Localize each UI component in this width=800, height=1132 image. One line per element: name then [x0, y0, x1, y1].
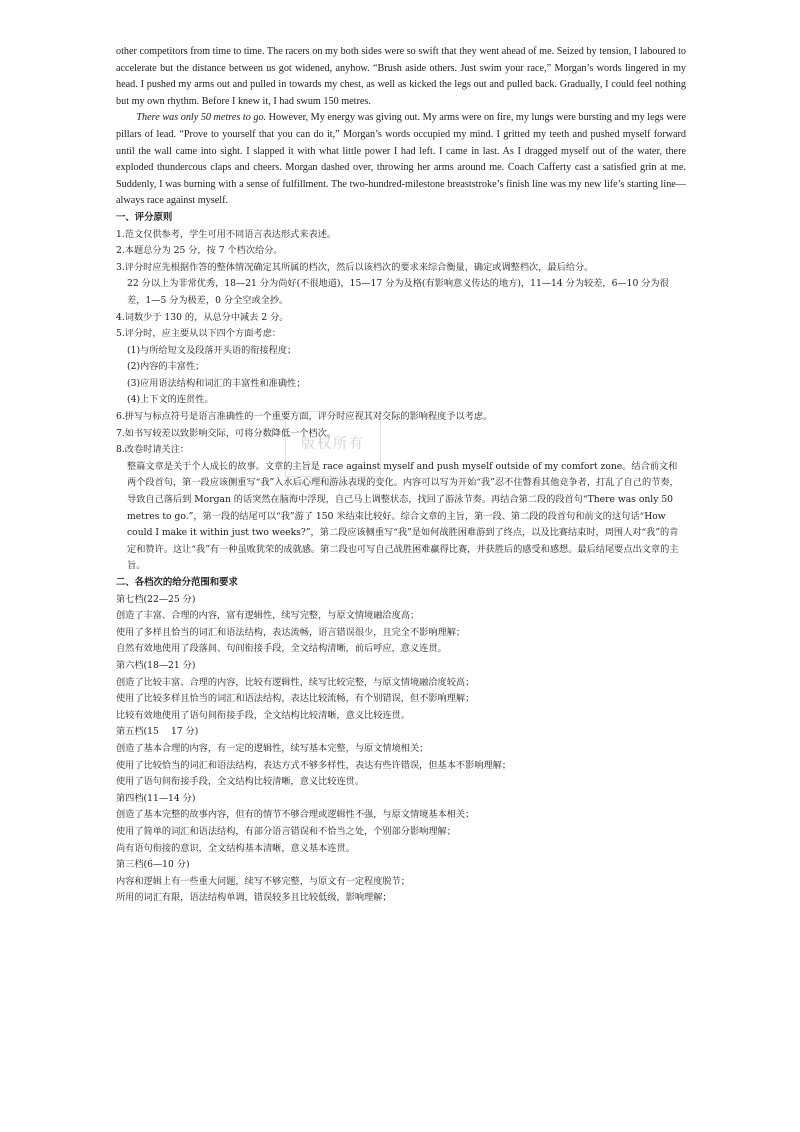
grade-criterion: 比较有效地使用了语句间衔接手段，全文结构比较清晰，意义比较连贯。 — [116, 709, 410, 721]
grade-criterion: 使用了比较恰当的词汇和语法结构，表达方式不够多样性，表达有些许错误，但基本不影响理解； — [116, 759, 512, 771]
principle-item-3-grades: 22 分以上为非常优秀，18—21 分为尚好(不很地道)，15—17 分为及格(有影响意义传达的地方)，11—14 分为较差，6—10 分为很差，1—5 分为极差，0 分全空或全抄。 — [127, 278, 669, 306]
story-paragraph-2 — [116, 110, 686, 210]
answer-key-page — [116, 44, 686, 907]
grade-criterion: 创造了丰富、合理的内容，富有逻辑性，续写完整，与原文情境融洽度高； — [116, 610, 420, 622]
paragraph-opening-sentence: There was only 50 metres to go. — [136, 112, 267, 124]
grade-criterion: 所用的词汇有限，语法结构单调，错误较多且比较低级，影响理解； — [116, 892, 392, 904]
aspect-item-4: (4)上下文的连贯性。 — [127, 394, 214, 406]
principle-item-2: 2.本题总分为 25 分，按 7 个档次给分。 — [116, 245, 283, 257]
grade-level-5 — [116, 724, 686, 790]
grade-level-3 — [116, 857, 686, 907]
aspect-item-2: (2)内容的丰富性； — [127, 361, 205, 373]
grade-criterion: 尚有语句衔接的意识，全文结构基本清晰，意义基本连贯。 — [116, 842, 355, 854]
grade-level-7 — [116, 592, 686, 658]
grade-criterion: 内容和逻辑上有一些重大问题，续写不够完整，与原文有一定程度脱节； — [116, 875, 410, 887]
principle-item-3: 3.评分时应先根据作答的整体情况确定其所属的档次，然后以该档次的要求来综合衡量，确定或调整档次，最后给分。 — [116, 261, 594, 273]
grade-level-label: 第五档(15 17 分) — [116, 726, 199, 738]
aspect-item-1: (1)与所给短文及段落开头语的衔接程度； — [127, 344, 297, 356]
grade-level-label: 第七档(22—25 分) — [116, 593, 196, 605]
grade-criterion: 使用了简单的词汇和语法结构，有部分语言错误和不恰当之处，个别部分影响理解； — [116, 825, 456, 837]
grade-criterion: 创造了基本合理的内容，有一定的逻辑性，续写基本完整，与原文情境相关； — [116, 742, 429, 754]
grade-criterion: 创造了基本完整的故事内容，但有的情节不够合理或逻辑性不强，与原文情境基本相关； — [116, 809, 475, 821]
grade-level-label: 第六档(18—21 分) — [116, 659, 196, 671]
story-paragraph-2-body: However, My energy was giving out. My arms were on fire, my lungs were bursting and my legs were pillars of lead. “Prove to yourself that you can do it,” Morgan’s words occupied my mind. I gritted my teeth and pushed myself forward until the wall came into sight. I slapped it with what little power I had left. I came in last. As I dragged myself out of the water, there exploded thundercous claps and cheers. Morgan dashed over, throwing her arms around me. Coach Cafferty cast a satisfied grin at me. Suddenly, I was burning with a sense of fulfillment. The two-hundred-milestone breaststroke’s finish line was my new life’s starting line—always race against myself. — [116, 112, 686, 207]
principle-item-4: 4.词数少于 130 的，从总分中减去 2 分。 — [116, 311, 289, 323]
principle-item-8: 8.改卷时请关注： — [116, 444, 190, 456]
watermark-stamp: 版权所有 — [285, 411, 381, 477]
grade-level-4 — [116, 791, 686, 857]
principle-item-5: 5.评分时，应主要从以下四个方面考虑： — [116, 328, 281, 340]
section-title-scoring-principles: 一、评分原则 — [116, 211, 173, 223]
principle-item-6: 6.拼写与标点符号是语言准确性的一个重要方面，评分时应视其对交际的影响程度予以考虑。 — [116, 411, 493, 423]
principle-item-8-body: 整篇文章是关于个人成长的故事。文章的主旨是 race against myself and push myself outside of my comfort zone。结合前文和两个段首句，第一段应该侧重写“我”入水后心理和游泳表现的变化。内容可以写为开始“我”忍不住瞥看其他竞争者，打乱了自己的节奏，导致自己落后到 Morgan 的话突然在脑海中浮现，自己马上调整状态，找回了游泳节奏。再结合第二段的段首句“There was only 50 metres to go.”，第一段的结尾可以“我”游了 150 米结束比较好。综合文章的主旨，第一段、第二段的段首句和前文的这句话“How could I make it within just two weeks?”，第二段应该侧重写“我”是如何战胜困难游到了终点，以及比赛结束时，周围人对“我”的肯定和赞许。这让“我”有一种虽败犹荣的成就感。第二段也可写自己战胜困难赢得比赛，并获胜后的感受和感想。最后结尾要点出文章的主旨。 — [127, 460, 679, 572]
grade-criterion: 创造了比较丰富、合理的内容，比较有逻辑性，续写比较完整，与原文情境融洽度较高； — [116, 676, 475, 688]
grade-criterion: 自然有效地使用了段落间、句间衔接手段，全文结构清晰，前后呼应，意义连贯。 — [116, 643, 447, 655]
grade-level-label: 第四档(11—14 分) — [116, 792, 196, 804]
grade-criterion: 使用了语句间衔接手段，全文结构比较清晰，意义比较连贯。 — [116, 776, 365, 788]
grade-level-label: 第三档(6—10 分) — [116, 859, 190, 871]
grade-criterion: 使用了比较多样且恰当的词汇和语法结构，表达比较流畅，有个别错误，但不影响理解； — [116, 693, 475, 705]
principle-item-1: 1.范文仅供参考，学生可用不同语言表达形式来表述。 — [116, 228, 337, 240]
aspect-item-3: (3)应用语法结构和词汇的丰富性和准确性； — [127, 377, 306, 389]
grade-criterion: 使用了多样且恰当的词汇和语法结构，表达流畅，语言错误很少，且完全不影响理解； — [116, 626, 466, 638]
section-title-grade-levels: 二、各档次的给分范围和要求 — [116, 577, 238, 588]
principle-item-7: 7.如书写较差以致影响交际，可将分数降低一个档次。 — [116, 427, 337, 439]
story-paragraph-1: other competitors from time to time. The racers on my both sides were so swift that they went ahead of me. Seized by tension, I laboured to accelerate but the distance between us got widened, anyhow. “Brush aside others. Just swim your race,” Morgan’s words lingered in my head. I pushed my arms out and pulled in towards my chest, as well as kicked the legs out and pulled back. Gradually, I could feel nothing but my own rhythm. Before I knew it, I had swum 150 metres. — [116, 46, 686, 107]
grade-level-6 — [116, 658, 686, 724]
